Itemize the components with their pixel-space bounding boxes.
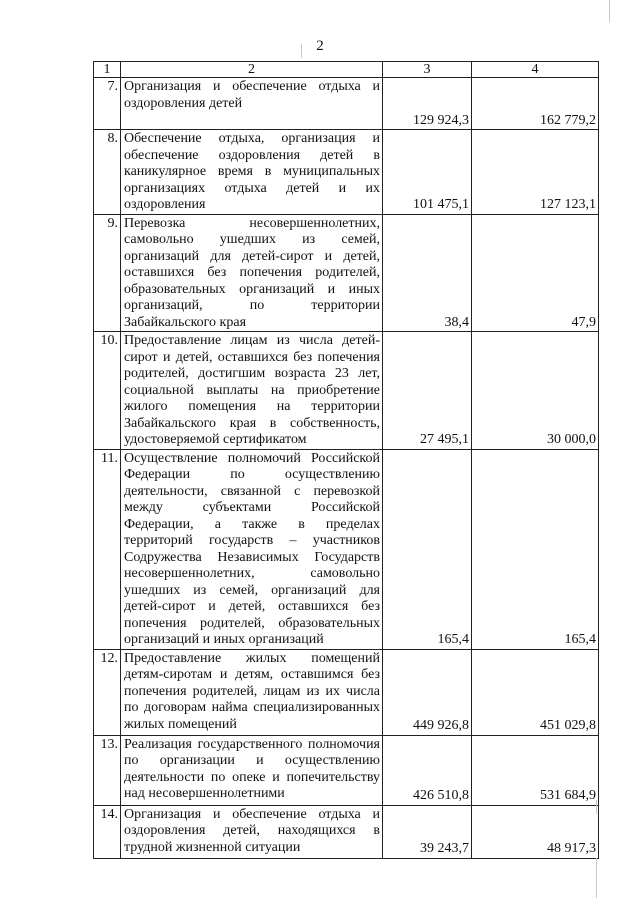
- table-row: [94, 130, 599, 215]
- row-description: Предоставление жилых помещений детям-сиротам и детям, оставшимся без попечения родителей, лицам из их числа по договорам найма специализированных жилых помещений: [121, 649, 383, 735]
- row-value-col4: 127 123,1: [472, 130, 599, 215]
- row-number: 11.: [94, 449, 121, 649]
- column-header: 1: [94, 62, 121, 78]
- scan-artifact: [301, 44, 302, 58]
- row-value-col3: 449 926,8: [383, 649, 472, 735]
- row-value-col3: 101 475,1: [383, 130, 472, 215]
- row-value-col3: 129 924,3: [383, 78, 472, 130]
- row-number: 9.: [94, 214, 121, 332]
- scan-artifact: [596, 858, 597, 898]
- row-value-col4: 531 684,9: [472, 735, 599, 805]
- scan-artifact: [609, 0, 610, 22]
- row-description: Реализация государственного полномочия по организации и осуществлению деятельности по опеке и попечительству над несовершеннолетними: [121, 735, 383, 805]
- table-row: [94, 78, 599, 130]
- row-description: Обеспечение отдыха, организация и обеспечение оздоровления детей в каникулярное время в муниципальных организациях отдыха детей и их оздоровления: [121, 130, 383, 215]
- row-value-col4: 47,9: [472, 214, 599, 332]
- table-row: [94, 805, 599, 858]
- row-number: 7.: [94, 78, 121, 130]
- row-value-col4: 30 000,0: [472, 332, 599, 450]
- scan-artifact: [596, 800, 597, 814]
- row-description: Осуществление полномочий Российской Федерации по осуществлению деятельности, связанной с перевозкой между субъектами Российской Федерации, а также в пределах территорий государств – участников Содружества Независимых Государств несовершеннолетних, самовольно ушедших из семей, организаций для детей-сирот и детей, оставшихся без попечения родителей, образовательных организаций и иных организаций: [121, 449, 383, 649]
- table-row: [94, 214, 599, 332]
- table-row: [94, 449, 599, 649]
- row-number: 13.: [94, 735, 121, 805]
- table-row: [94, 649, 599, 735]
- row-description: Предоставление лицам из числа детей-сирот и детей, оставшихся без попечения родителей, достигшим возраста 23 лет, социальной выплаты на приобретение жилого помещения на территории Забайкальского края в собственность, удостоверяемой сертификатом: [121, 332, 383, 450]
- data-table: [93, 61, 599, 859]
- row-value-col4: 165,4: [472, 449, 599, 649]
- row-value-col3: 39 243,7: [383, 805, 472, 858]
- row-value-col3: 27 495,1: [383, 332, 472, 450]
- column-header: 2: [121, 62, 383, 78]
- row-value-col3: 165,4: [383, 449, 472, 649]
- row-description: Организация и обеспечение отдыха и оздоровления детей: [121, 78, 383, 130]
- row-value-col4: 162 779,2: [472, 78, 599, 130]
- row-number: 12.: [94, 649, 121, 735]
- row-description: Перевозка несовершеннолетних, самовольно ушедших из семей, организаций для детей-сирот и детей, оставшихся без попечения родителей, образовательных организаций и иных организаций, по территории Забайкальского края: [121, 214, 383, 332]
- row-value-col3: 38,4: [383, 214, 472, 332]
- row-number: 14.: [94, 805, 121, 858]
- table-row: [94, 735, 599, 805]
- column-header: 4: [472, 62, 599, 78]
- row-value-col4: 48 917,3: [472, 805, 599, 858]
- row-value-col3: 426 510,8: [383, 735, 472, 805]
- row-number: 8.: [94, 130, 121, 215]
- row-number: 10.: [94, 332, 121, 450]
- column-header: 3: [383, 62, 472, 78]
- page-number: 2: [316, 38, 324, 54]
- row-description: Организация и обеспечение отдыха и оздоровления детей, находящихся в трудной жизненной ситуации: [121, 805, 383, 858]
- table-header-row: [94, 62, 599, 78]
- table-row: [94, 332, 599, 450]
- row-value-col4: 451 029,8: [472, 649, 599, 735]
